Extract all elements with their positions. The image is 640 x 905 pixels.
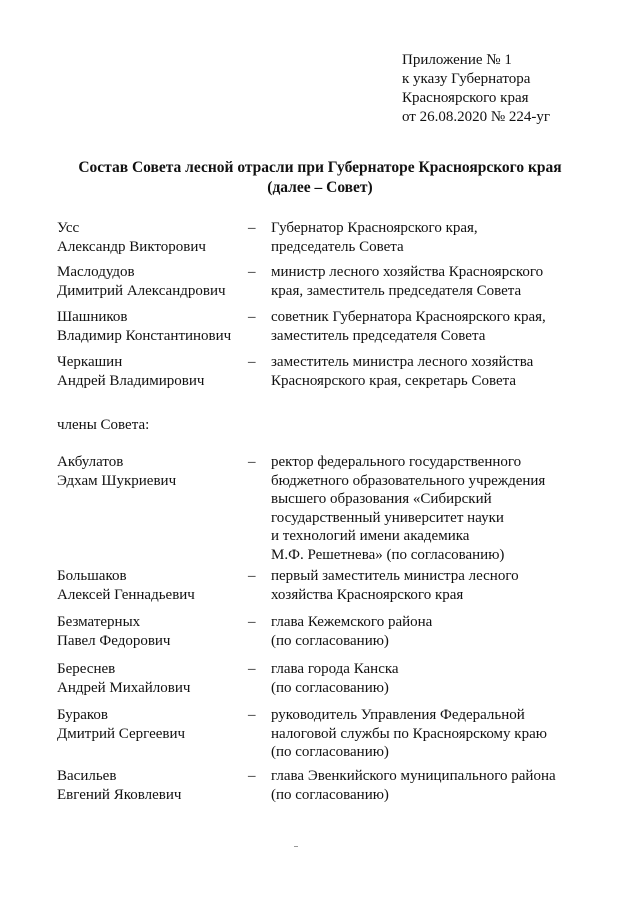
member-dash: –	[248, 707, 256, 723]
member-role-line: глава Кежемского района	[271, 614, 433, 630]
member-role-line: заместитель министра лесного хозяйства	[271, 354, 534, 370]
member-role-line: (по согласованию)	[271, 632, 389, 649]
member-given-name: Дмитрий Сергеевич	[57, 725, 186, 742]
member-given-name: Владимир Константинович	[57, 327, 232, 344]
member-name	[57, 613, 247, 650]
member-name	[57, 706, 247, 743]
member-given-name: Эдхам Шукриевич	[57, 472, 177, 489]
member-role-line: министр лесного хозяйства Красноярского	[271, 264, 544, 280]
member-dash: –	[248, 568, 256, 584]
member-role	[271, 660, 616, 697]
member-surname: Васильев	[57, 768, 117, 784]
member-role	[271, 453, 616, 564]
member-dash: –	[248, 661, 256, 677]
member-given-name: Александр Викторович	[57, 238, 206, 255]
member-role-line: заместитель председателя Совета	[271, 327, 486, 344]
member-role-line: советник Губернатора Красноярского края,	[271, 309, 546, 325]
member-role-line: М.Ф. Решетнева» (по согласованию)	[271, 546, 505, 563]
document-title	[60, 158, 580, 198]
member-given-name: Димитрий Александрович	[57, 282, 226, 299]
member-name	[57, 353, 247, 390]
member-surname: Шашников	[57, 309, 128, 325]
member-role	[271, 308, 616, 345]
member-dash: –	[248, 768, 256, 784]
member-role-line: хозяйства Красноярского края	[271, 586, 464, 603]
member-role-line: председатель Совета	[271, 238, 404, 255]
member-name	[57, 767, 247, 804]
member-dash: –	[248, 454, 256, 470]
member-name	[57, 263, 247, 300]
member-role-line: глава Эвенкийского муниципального района	[271, 768, 556, 784]
member-role-line: высшего образования «Сибирский	[271, 491, 492, 507]
member-name	[57, 660, 247, 697]
member-role	[271, 613, 616, 650]
member-role-line: (по согласованию)	[271, 786, 389, 803]
member-role-line: налоговой службы по Красноярскому краю	[271, 725, 547, 742]
appendix-block	[402, 51, 550, 127]
member-name	[57, 308, 247, 345]
appendix-line: к указу Губернатора	[402, 71, 531, 87]
member-surname: Береснев	[57, 661, 116, 677]
members-label: члены Совета:	[57, 417, 150, 433]
member-surname: Акбулатов	[57, 454, 124, 470]
member-role-line: государственный университет науки	[271, 509, 504, 526]
appendix-line: Приложение № 1	[402, 52, 512, 68]
member-role	[271, 263, 616, 300]
member-surname: Усс	[57, 220, 80, 236]
member-role	[271, 706, 616, 762]
member-name	[57, 453, 247, 490]
member-role-line: Губернатор Красноярского края,	[271, 220, 478, 236]
member-given-name: Андрей Михайлович	[57, 679, 191, 696]
member-dash: –	[248, 354, 256, 370]
member-role-line: (по согласованию)	[271, 744, 389, 760]
member-role-line: первый заместитель министра лесного	[271, 568, 519, 584]
member-name	[57, 567, 247, 604]
member-dash: –	[248, 614, 256, 630]
member-role	[271, 767, 616, 804]
member-surname: Безматерных	[57, 614, 141, 630]
document-title-line: Состав Совета лесной отрасли при Губернаторе Красноярского края	[78, 159, 562, 176]
document-title-line: (далее – Совет)	[267, 179, 373, 196]
member-dash: –	[248, 220, 256, 236]
scan-mark	[294, 846, 298, 847]
member-dash: –	[248, 264, 256, 280]
appendix-line: от 26.08.2020 № 224-уг	[402, 109, 551, 125]
member-role	[271, 567, 616, 604]
member-name	[57, 219, 247, 256]
member-surname: Бураков	[57, 707, 109, 723]
appendix-line: Красноярского края	[402, 90, 529, 106]
member-role-line: и технологий имени академика	[271, 528, 470, 544]
member-role-line: ректор федерального государственного	[271, 454, 522, 470]
member-surname: Маслодудов	[57, 264, 135, 280]
member-given-name: Алексей Геннадьевич	[57, 586, 195, 603]
member-given-name: Евгений Яковлевич	[57, 786, 182, 803]
member-given-name: Андрей Владимирович	[57, 372, 205, 389]
member-role	[271, 219, 616, 256]
member-role	[271, 353, 616, 390]
member-dash: –	[248, 309, 256, 325]
member-role-line: (по согласованию)	[271, 679, 389, 696]
member-surname: Черкашин	[57, 354, 123, 370]
member-role-line: руководитель Управления Федеральной	[271, 707, 525, 723]
member-given-name: Павел Федорович	[57, 632, 171, 649]
member-role-line: Красноярского края, секретарь Совета	[271, 372, 517, 389]
member-role-line: глава города Канска	[271, 661, 399, 677]
member-role-line: бюджетного образовательного учреждения	[271, 472, 546, 489]
member-surname: Большаков	[57, 568, 127, 584]
member-role-line: края, заместитель председателя Совета	[271, 282, 522, 299]
